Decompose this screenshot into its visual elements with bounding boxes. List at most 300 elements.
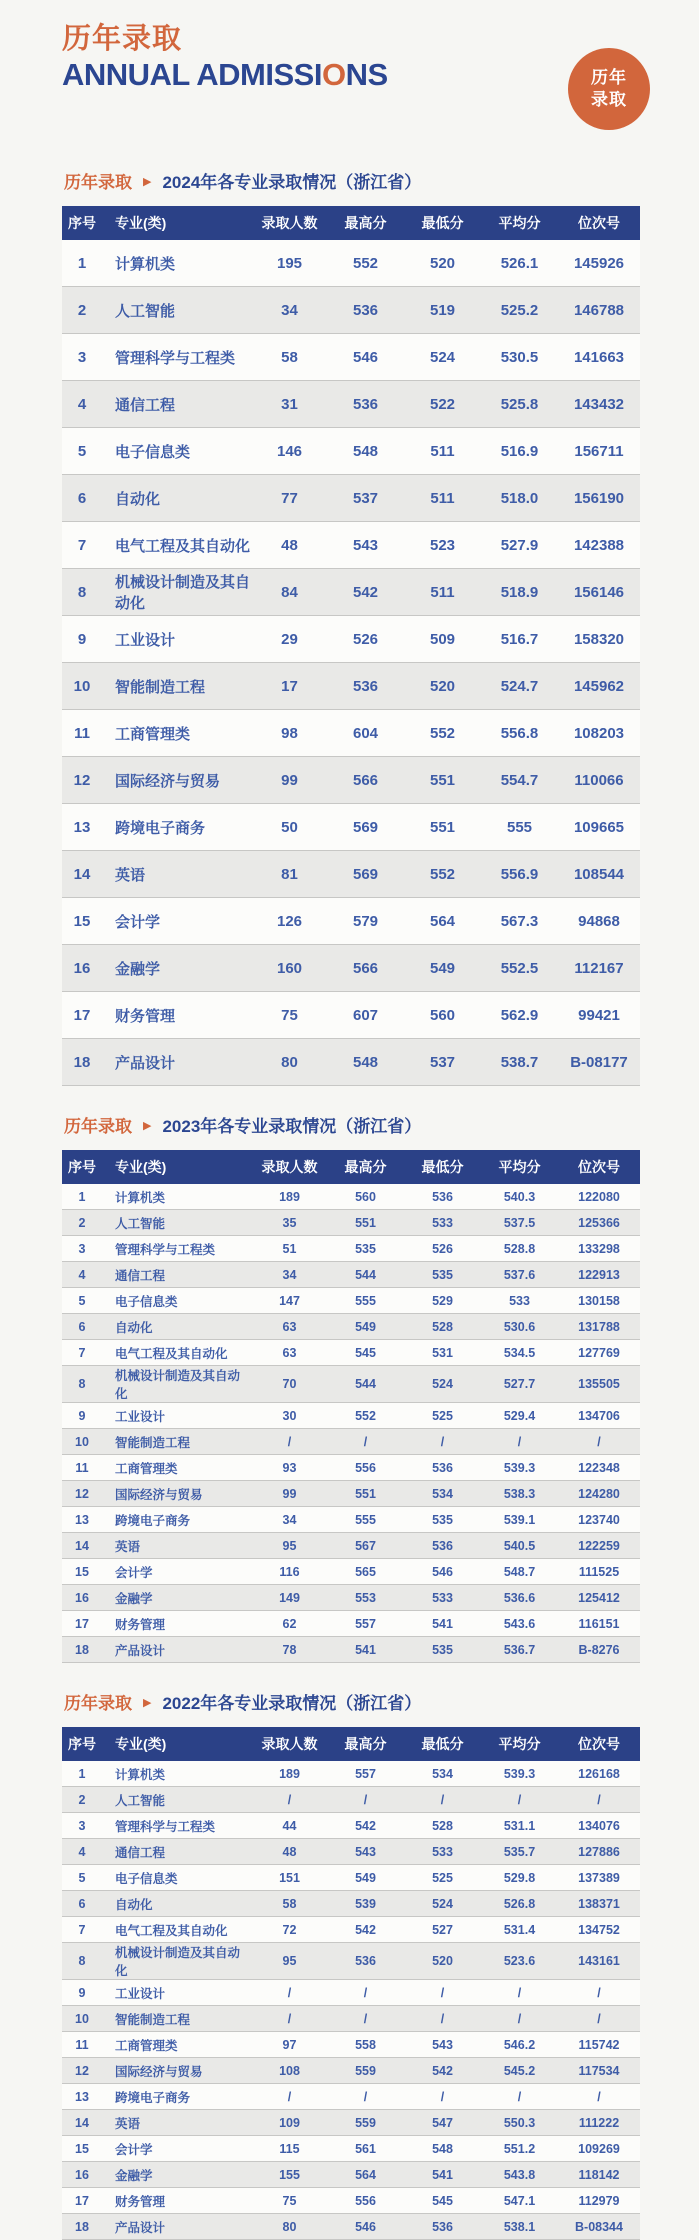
table-row: [62, 1917, 640, 1943]
cell-major: 跨境电子商务: [115, 819, 206, 837]
cell-major: 财务管理: [115, 1617, 166, 1632]
section-title: 2022年各专业录取情况（浙江省）: [162, 1694, 422, 1713]
cell-lowest: 535: [432, 1512, 453, 1527]
cell-major: 管理科学与工程类: [115, 1242, 216, 1257]
cell-major: 机械设计制造及其自动化: [115, 1946, 241, 1978]
section-title: 2023年各专业录取情况（浙江省）: [162, 1117, 422, 1136]
cell-average: 539.1: [503, 1512, 536, 1527]
column-header-average: 平均分: [481, 206, 558, 240]
cell-average: 527.9: [500, 536, 539, 554]
table-row: [62, 2162, 640, 2188]
cell-admitted: 95: [282, 1954, 297, 1968]
cell-major: 金融学: [115, 1591, 153, 1606]
cell-rank: 122080: [578, 1189, 620, 1204]
cell-index: 9: [78, 1408, 86, 1423]
cell-rank: 115742: [578, 2037, 620, 2052]
admissions-section: [62, 1689, 640, 2240]
cell-lowest: 551: [429, 818, 456, 836]
cell-lowest: 511: [430, 583, 455, 601]
cell-major: 自动化: [115, 490, 161, 508]
cell-index: 16: [75, 1590, 89, 1605]
cell-rank: B-08344: [575, 2219, 623, 2234]
cell-index: 1: [77, 254, 87, 272]
cell-index: 3: [78, 1818, 86, 1833]
table-row: [62, 569, 640, 616]
cell-index: 8: [78, 1377, 86, 1391]
column-header-major: 专业(类): [102, 1150, 252, 1184]
cell-average: /: [517, 2011, 522, 2026]
table-row: [62, 240, 640, 287]
table-row: [62, 663, 640, 710]
cell-highest: 569: [352, 865, 379, 883]
cell-rank: 122913: [578, 1267, 620, 1282]
cell-index: 12: [73, 771, 91, 789]
cell-average: 537.5: [503, 1215, 536, 1230]
cell-highest: 559: [355, 2063, 376, 2078]
cell-average: 528.8: [503, 1241, 536, 1256]
header-row: [62, 1727, 640, 1761]
cell-rank: 116151: [578, 1616, 620, 1631]
cell-admitted: /: [287, 2011, 292, 2026]
cell-lowest: 529: [432, 1293, 453, 1308]
cell-index: 14: [73, 865, 91, 883]
cell-major: 电气工程及其自动化: [115, 1346, 228, 1361]
cell-lowest: 537: [429, 1053, 456, 1071]
cell-lowest: 560: [429, 1006, 456, 1024]
cell-major: 计算机类: [115, 1190, 166, 1205]
cell-average: 567.3: [500, 912, 539, 930]
cell-rank: 110066: [574, 771, 624, 789]
cell-index: 8: [77, 583, 87, 601]
cell-admitted: 30: [282, 1408, 297, 1423]
cell-average: 556.9: [500, 865, 539, 883]
cell-lowest: 546: [432, 1564, 453, 1579]
cell-index: 8: [78, 1954, 86, 1968]
cell-major: 会计学: [115, 2142, 153, 2157]
table-head: [62, 1150, 640, 1184]
cell-rank: 143432: [573, 395, 625, 413]
cell-rank: 138371: [578, 1896, 620, 1911]
cell-average: 540.3: [503, 1189, 536, 1204]
table-row: [62, 1481, 640, 1507]
cell-lowest: 543: [432, 2037, 453, 2052]
cell-major: 工商管理类: [115, 725, 191, 743]
cell-index: 16: [75, 2167, 89, 2182]
cell-index: 11: [75, 1460, 89, 1475]
cell-highest: 556: [355, 1460, 376, 1475]
cell-lowest: 520: [432, 1954, 453, 1968]
cell-major: 智能制造工程: [115, 1435, 191, 1450]
table-row: [62, 804, 640, 851]
cell-average: /: [517, 1792, 522, 1807]
table-row: [62, 1039, 640, 1086]
cell-index: 15: [75, 1564, 89, 1579]
cell-rank: 99421: [578, 1006, 620, 1024]
cell-highest: 569: [352, 818, 379, 836]
cell-lowest: 524: [429, 348, 456, 366]
table-row: [62, 522, 640, 569]
cell-major: 工业设计: [115, 631, 176, 649]
column-header-rank: 位次号: [558, 1150, 640, 1184]
cell-average: 530.6: [503, 1319, 536, 1334]
table-row: [62, 1236, 640, 1262]
cell-average: 527.7: [503, 1377, 536, 1391]
cell-index: 18: [75, 1642, 89, 1657]
cell-highest: 542: [355, 1922, 376, 1937]
cell-lowest: 531: [432, 1345, 453, 1360]
cell-index: 14: [75, 1538, 89, 1553]
cell-average: 526.8: [503, 1896, 536, 1911]
title-en-post: NS: [345, 57, 388, 92]
admissions-table: [62, 1150, 640, 1663]
table-row: [62, 1559, 640, 1585]
cell-highest: 604: [352, 724, 379, 742]
cell-major: 财务管理: [115, 1007, 176, 1025]
cell-major: 电气工程及其自动化: [115, 537, 251, 555]
cell-average: 530.5: [500, 348, 539, 366]
cell-rank: 134752: [578, 1922, 620, 1937]
cell-admitted: 62: [282, 1616, 297, 1631]
cell-average: 536.6: [503, 1590, 536, 1605]
cell-admitted: 75: [281, 1006, 298, 1024]
cell-rank: 118142: [578, 2167, 620, 2182]
cell-index: 6: [78, 1319, 86, 1334]
cell-average: 529.4: [503, 1408, 536, 1423]
table-row: [62, 1585, 640, 1611]
cell-rank: 122259: [578, 1538, 620, 1553]
cell-highest: /: [363, 1792, 368, 1807]
cell-admitted: 34: [281, 301, 298, 319]
table-row: [62, 2136, 640, 2162]
cell-index: 6: [77, 489, 87, 507]
table-row: [62, 1637, 640, 1663]
cell-major: 产品设计: [115, 2220, 166, 2235]
cell-highest: 559: [355, 2115, 376, 2130]
cell-highest: 548: [352, 442, 379, 460]
header-row: [62, 1150, 640, 1184]
cell-admitted: 97: [282, 2037, 297, 2052]
page-header: [62, 22, 640, 128]
column-header-average: 平均分: [481, 1150, 558, 1184]
cell-highest: 607: [352, 1006, 379, 1024]
title-en-pre: ANNUAL ADMISSI: [62, 57, 322, 92]
cell-index: 17: [75, 2193, 89, 2208]
cell-lowest: 520: [429, 254, 456, 272]
cell-lowest: 527: [432, 1922, 453, 1937]
cell-major: 通信工程: [115, 396, 176, 414]
cell-highest: 552: [355, 1408, 376, 1423]
column-header-admitted: 录取人数: [252, 206, 327, 240]
table-row: [62, 851, 640, 898]
cell-index: 16: [73, 959, 91, 977]
cell-average: /: [517, 2089, 522, 2104]
page-title-en: [62, 56, 640, 94]
table-row: [62, 2058, 640, 2084]
cell-admitted: 31: [281, 395, 298, 413]
cell-major: 金融学: [115, 2168, 153, 2183]
cell-index: 11: [74, 724, 90, 742]
cell-index: 18: [75, 2219, 89, 2234]
table-row: [62, 616, 640, 663]
cell-admitted: 84: [281, 583, 298, 601]
cell-admitted: /: [287, 1985, 292, 2000]
cell-lowest: 548: [432, 2141, 453, 2156]
cell-average: 535.7: [503, 1844, 536, 1859]
admissions-table: [62, 206, 640, 1086]
table-row: [62, 757, 640, 804]
column-header-lowest: 最低分: [404, 206, 481, 240]
cell-average: 548.7: [503, 1564, 536, 1579]
table-row: [62, 2006, 640, 2032]
column-header-lowest: 最低分: [404, 1727, 481, 1761]
cell-major: 通信工程: [115, 1845, 166, 1860]
cell-admitted: 50: [281, 818, 298, 836]
cell-index: 6: [78, 1896, 86, 1911]
cell-major: 工业设计: [115, 1986, 166, 2001]
table-row: [62, 428, 640, 475]
cell-average: 538.3: [503, 1486, 536, 1501]
cell-lowest: 520: [429, 677, 456, 695]
table-row: [62, 1210, 640, 1236]
cell-rank: 108203: [573, 724, 625, 742]
cell-highest: 536: [355, 1954, 376, 1968]
table-row: [62, 1813, 640, 1839]
admissions-section: [62, 168, 640, 1086]
cell-major: 国际经济与贸易: [115, 1487, 203, 1502]
cell-average: 518.9: [500, 583, 539, 601]
header-row: [62, 206, 640, 240]
column-header-rank: 位次号: [558, 206, 640, 240]
section-header: [64, 168, 640, 193]
cell-rank: 111525: [578, 1564, 620, 1579]
cell-major: 英语: [115, 1539, 141, 1554]
cell-lowest: 551: [429, 771, 456, 789]
cell-major: 管理科学与工程类: [115, 1819, 216, 1834]
cell-rank: 109665: [573, 818, 625, 836]
cell-lowest: 524: [432, 1896, 453, 1911]
cell-average: 546.2: [503, 2037, 536, 2052]
cell-rank: 145926: [573, 254, 625, 272]
cell-average: 516.7: [500, 630, 539, 648]
cell-highest: 551: [355, 1486, 376, 1501]
cell-index: 15: [73, 912, 91, 930]
cell-average: 536.7: [503, 1642, 536, 1657]
cell-highest: /: [363, 2089, 368, 2104]
cell-lowest: 525: [432, 1408, 453, 1423]
cell-lowest: /: [440, 2089, 445, 2104]
cell-rank: 126168: [578, 1766, 620, 1781]
cell-lowest: /: [440, 1792, 445, 1807]
cell-highest: 558: [355, 2037, 376, 2052]
table-row: [62, 2188, 640, 2214]
cell-admitted: 160: [276, 959, 303, 977]
sections-container: [62, 168, 640, 2240]
table-head: [62, 206, 640, 240]
cell-index: 2: [77, 301, 87, 319]
table-row: [62, 1366, 640, 1403]
cell-highest: 556: [355, 2193, 376, 2208]
cell-highest: 564: [355, 2167, 376, 2182]
cell-admitted: 149: [279, 1590, 300, 1605]
table-head: [62, 1727, 640, 1761]
cell-highest: 565: [355, 1564, 376, 1579]
column-header-highest: 最高分: [327, 1727, 404, 1761]
cell-major: 人工智能: [115, 1216, 166, 1231]
cell-admitted: 126: [276, 912, 303, 930]
cell-highest: /: [363, 1985, 368, 2000]
cell-admitted: 99: [282, 1486, 297, 1501]
cell-highest: 555: [355, 1293, 376, 1308]
cell-average: /: [517, 1985, 522, 2000]
cell-rank: 94868: [578, 912, 620, 930]
cell-highest: 549: [355, 1870, 376, 1885]
cell-admitted: 93: [282, 1460, 297, 1475]
cell-highest: 552: [352, 254, 379, 272]
cell-index: 3: [78, 1241, 86, 1256]
cell-index: 5: [78, 1870, 86, 1885]
cell-average: 525.8: [500, 395, 539, 413]
cell-major: 会计学: [115, 913, 161, 931]
cell-average: 554.7: [500, 771, 539, 789]
cell-average: 552.5: [500, 959, 539, 977]
cell-average: 531.4: [503, 1922, 536, 1937]
table-row: [62, 710, 640, 757]
cell-index: 7: [78, 1345, 86, 1360]
table-row: [62, 1507, 640, 1533]
cell-lowest: 549: [429, 959, 456, 977]
cell-index: 17: [73, 1006, 91, 1024]
arrow-right-icon: ▶: [143, 1696, 152, 1709]
cell-highest: 561: [355, 2141, 376, 2156]
column-header-admitted: 录取人数: [252, 1150, 327, 1184]
cell-rank: /: [597, 1792, 601, 1807]
cell-lowest: 542: [432, 2063, 453, 2078]
table-row: [62, 381, 640, 428]
column-header-index: 序号: [62, 206, 102, 240]
cell-highest: 553: [355, 1590, 376, 1605]
cell-lowest: 552: [429, 865, 456, 883]
cell-index: 9: [78, 1985, 86, 2000]
cell-major: 国际经济与贸易: [115, 772, 221, 790]
table-row: [62, 945, 640, 992]
cell-major: 计算机类: [115, 255, 176, 273]
cell-admitted: 63: [282, 1345, 297, 1360]
section-title: 2024年各专业录取情况（浙江省）: [162, 173, 422, 192]
table-row: [62, 1533, 640, 1559]
cell-lowest: 534: [432, 1766, 453, 1781]
cell-index: 10: [73, 677, 91, 695]
cell-rank: 143161: [578, 1954, 620, 1968]
title-en-accent-letter: O: [321, 57, 346, 92]
cell-index: 4: [78, 1267, 86, 1282]
section-header: [64, 1689, 640, 1714]
cell-admitted: 78: [282, 1642, 297, 1657]
cell-highest: 545: [355, 1345, 376, 1360]
cell-highest: 542: [355, 1818, 376, 1833]
cell-admitted: 80: [281, 1053, 298, 1071]
column-header-highest: 最高分: [327, 1150, 404, 1184]
cell-major: 电气工程及其自动化: [115, 1923, 228, 1938]
cell-highest: 566: [352, 771, 379, 789]
table-row: [62, 1839, 640, 1865]
cell-admitted: 35: [282, 1215, 297, 1230]
cell-admitted: 70: [282, 1377, 297, 1391]
cell-admitted: 195: [276, 254, 303, 272]
cell-admitted: 77: [281, 489, 298, 507]
cell-rank: 127886: [578, 1844, 620, 1859]
cell-admitted: 51: [282, 1241, 297, 1256]
cell-index: 15: [75, 2141, 89, 2156]
cell-lowest: 536: [432, 1460, 453, 1475]
table-row: [62, 898, 640, 945]
cell-admitted: 34: [282, 1267, 297, 1282]
cell-highest: 560: [355, 1189, 376, 1204]
cell-highest: 555: [355, 1512, 376, 1527]
table-row: [62, 475, 640, 522]
cell-average: 524.7: [500, 677, 539, 695]
cell-highest: 544: [355, 1267, 376, 1282]
table-row: [62, 1184, 640, 1210]
cell-highest: 526: [352, 630, 379, 648]
page-title-cn: 历年录取: [62, 23, 183, 55]
cell-average: 545.2: [503, 2063, 536, 2078]
cell-average: 538.1: [503, 2219, 536, 2234]
cell-average: 533: [509, 1293, 530, 1308]
cell-admitted: /: [287, 2089, 292, 2104]
cell-major: 电子信息类: [115, 1871, 178, 1886]
cell-average: 516.9: [500, 442, 539, 460]
cell-major: 电子信息类: [115, 443, 191, 461]
cell-index: 12: [75, 1486, 89, 1501]
cell-major: 金融学: [115, 960, 161, 978]
table-row: [62, 1943, 640, 1980]
cell-index: 4: [78, 1844, 86, 1859]
cell-index: 7: [77, 536, 87, 554]
cell-index: 13: [75, 1512, 89, 1527]
cell-highest: 543: [355, 1844, 376, 1859]
cell-lowest: 509: [429, 630, 456, 648]
arrow-right-icon: ▶: [143, 175, 152, 188]
cell-average: 540.5: [503, 1538, 536, 1553]
cell-admitted: 95: [282, 1538, 297, 1553]
cell-highest: 537: [352, 489, 379, 507]
cell-index: 14: [75, 2115, 89, 2130]
cell-admitted: 115: [279, 2141, 300, 2156]
cell-highest: 536: [352, 677, 379, 695]
cell-admitted: 80: [282, 2219, 297, 2234]
cell-admitted: 108: [279, 2063, 300, 2078]
cell-rank: 122348: [578, 1460, 620, 1475]
cell-average: 555: [506, 818, 533, 836]
arrow-right-icon: ▶: [143, 1119, 152, 1132]
table-row: [62, 1865, 640, 1891]
cell-highest: 539: [355, 1896, 376, 1911]
table-row: [62, 2084, 640, 2110]
cell-lowest: /: [440, 1985, 445, 2000]
cell-average: 537.6: [503, 1267, 536, 1282]
section-label: 历年录取: [64, 1117, 132, 1136]
cell-rank: 131788: [578, 1319, 620, 1334]
cell-admitted: 17: [281, 677, 298, 695]
cell-major: 英语: [115, 866, 146, 884]
section-header: [64, 1112, 640, 1137]
cell-rank: 142388: [573, 536, 625, 554]
cell-lowest: 528: [432, 1319, 453, 1334]
cell-lowest: 533: [432, 1590, 453, 1605]
column-header-index: 序号: [62, 1727, 102, 1761]
cell-lowest: 533: [432, 1215, 453, 1230]
cell-index: 2: [78, 1792, 86, 1807]
